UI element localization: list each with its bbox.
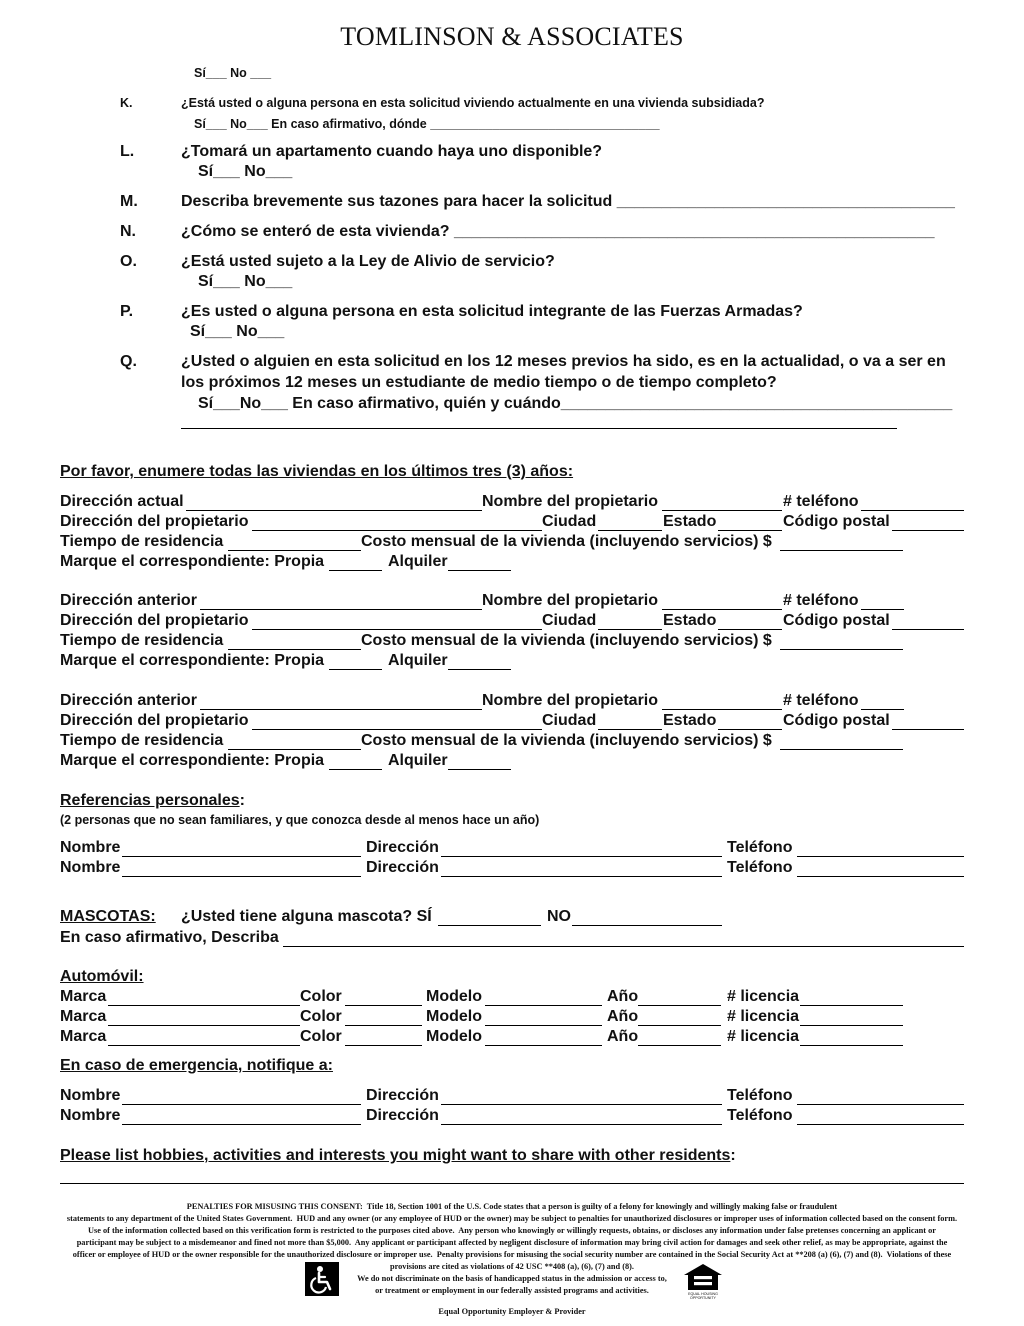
document-title: TOMLINSON & ASSOCIATES xyxy=(340,22,684,51)
reference-2-address-label: Dirección xyxy=(366,859,439,876)
references-note: (2 personas que no sean familiares, y que conozca desde al menos hace un año) xyxy=(60,813,540,827)
question-m-letter: M. xyxy=(120,193,138,210)
reference-1-name-label: Nombre xyxy=(60,839,121,856)
pets-no-field[interactable] xyxy=(572,925,722,926)
question-q-line1: ¿Usted o alguien en esta solicitud en los 12 meses previos ha sido, es en la actualidad, o va a ser en xyxy=(181,353,946,370)
emergency-heading: En caso de emergencia, notifique a: xyxy=(60,1057,333,1074)
make-label: Marca xyxy=(60,988,107,1005)
emergency-2-address-field[interactable] xyxy=(441,1124,722,1125)
zip-field[interactable] xyxy=(892,629,964,630)
references-heading-wrap xyxy=(60,792,245,810)
monthly-cost-label: Costo mensual de la vivienda (incluyendo servicios) $ xyxy=(361,533,772,550)
zip-field[interactable] xyxy=(892,530,964,531)
rent-label: Alquiler xyxy=(388,752,448,769)
zip-field[interactable] xyxy=(892,729,964,730)
pets-yes-field[interactable] xyxy=(438,925,541,926)
owner-name-field[interactable] xyxy=(662,709,782,710)
penalties-line-1: PENALTIES FOR MISUSING THIS CONSENT: Title 18, Section 1001 of the U.S. Code states that a person is guilty of a felony for knowingly and willingly making false or fraudulent xyxy=(186,1202,838,1211)
color-field[interactable] xyxy=(345,1025,422,1026)
color-label: Color xyxy=(300,1008,342,1025)
own-field[interactable] xyxy=(329,570,382,571)
reference-2-address-field[interactable] xyxy=(441,876,722,877)
residence-time-field[interactable] xyxy=(228,749,361,750)
address-field[interactable] xyxy=(186,510,482,511)
pets-heading: MASCOTAS: xyxy=(60,908,156,925)
own-label: Marque el correspondiente: Propia xyxy=(60,652,325,669)
residence-time-field[interactable] xyxy=(228,649,361,650)
license-label: # licencia xyxy=(727,1028,800,1045)
zip-label: Código postal xyxy=(783,612,890,629)
state-label: Estado xyxy=(663,712,717,729)
equal-housing-opportunity-icon xyxy=(681,1262,725,1300)
own-field[interactable] xyxy=(329,769,382,770)
reference-1-address-label: Dirección xyxy=(366,839,439,856)
emergency-2-phone-label: Teléfono xyxy=(727,1107,793,1124)
auto-heading: Automóvil: xyxy=(60,968,144,985)
question-k-letter: K. xyxy=(120,96,133,110)
color-field[interactable] xyxy=(345,1045,422,1046)
zip-label: Código postal xyxy=(783,513,890,530)
hobbies-heading: Please list hobbies, activities and interests you might want to share with other residents xyxy=(60,1147,731,1164)
license-field[interactable] xyxy=(800,1045,903,1046)
license-field[interactable] xyxy=(800,1005,903,1006)
owner-name-field[interactable] xyxy=(662,510,782,511)
residence-time-label: Tiempo de residencia xyxy=(60,533,224,550)
pets-no-label: NO xyxy=(547,908,571,925)
model-label: Modelo xyxy=(426,1028,482,1045)
city-field[interactable] xyxy=(598,629,662,630)
emergency-1-name-field[interactable] xyxy=(122,1104,361,1105)
owner-name-label: Nombre del propietario xyxy=(482,493,659,510)
city-label: Ciudad xyxy=(542,612,597,629)
monthly-cost-field[interactable] xyxy=(780,649,903,650)
question-o-answer: Sí___ No___ xyxy=(198,273,293,290)
year-label: Año xyxy=(607,1028,639,1045)
phone-field[interactable] xyxy=(861,709,904,710)
state-label: Estado xyxy=(663,612,717,629)
year-field[interactable] xyxy=(638,1005,721,1006)
reference-1-name-field[interactable] xyxy=(122,856,361,857)
rent-field[interactable] xyxy=(448,669,511,670)
year-field[interactable] xyxy=(638,1025,721,1026)
license-label: # licencia xyxy=(727,1008,800,1025)
residence-time-label: Tiempo de residencia xyxy=(60,632,224,649)
emergency-1-phone-label: Teléfono xyxy=(727,1087,793,1104)
residence-time-field[interactable] xyxy=(228,550,361,551)
hobbies-heading-wrap xyxy=(60,1147,736,1165)
city-label: Ciudad xyxy=(542,513,597,530)
owner-address-field[interactable] xyxy=(252,629,542,630)
reference-2-phone-field[interactable] xyxy=(797,876,964,877)
hobbies-field[interactable] xyxy=(60,1183,964,1184)
question-q-extra-line[interactable] xyxy=(181,428,897,429)
state-field[interactable] xyxy=(718,530,782,531)
nondiscrimination-line-2: or treatment or employment in our federally assisted programs and activities. xyxy=(375,1286,649,1295)
nondiscrimination-line-1: We do not discriminate on the basis of handicapped status in the admission or access to, xyxy=(357,1274,667,1283)
state-label: Estado xyxy=(663,513,717,530)
make-label: Marca xyxy=(60,1028,107,1045)
monthly-cost-field[interactable] xyxy=(780,749,903,750)
emergency-2-phone-field[interactable] xyxy=(797,1124,964,1125)
emergency-1-name-label: Nombre xyxy=(60,1087,121,1104)
question-o-letter: O. xyxy=(120,253,137,270)
pets-describe-label: En caso afirmativo, Describa xyxy=(60,929,279,946)
penalties-line-2: statements to any department of the United States Government. HUD and any owner (or any employee of HUD or the owner) may be subject to penalties for unauthorized disclosures or improper uses of information collected based on the consent form. xyxy=(66,1214,958,1223)
address-label: Dirección anterior xyxy=(60,592,197,609)
owner-address-label: Dirección del propietario xyxy=(60,612,249,629)
make-field[interactable] xyxy=(108,1025,300,1026)
owner-address-field[interactable] xyxy=(252,530,542,531)
model-label: Modelo xyxy=(426,1008,482,1025)
address-label: Dirección anterior xyxy=(60,692,197,709)
references-colon: : xyxy=(239,792,245,809)
penalties-line-5: officer or employee of HUD or the owner responsible for the unauthorized disclosure or improper use. Penalty provisions for misusing the social security number are contained in the Social Security Act at **208 (a) (6), (7) and (8). Violations of these xyxy=(72,1250,952,1259)
residence-time-label: Tiempo de residencia xyxy=(60,732,224,749)
model-field[interactable] xyxy=(485,1025,602,1026)
question-k-answer: Sí___ No___ En caso afirmativo, dónde _________________________________ xyxy=(194,117,660,131)
reference-2-name-label: Nombre xyxy=(60,859,121,876)
city-label: Ciudad xyxy=(542,712,597,729)
owner-address-label: Dirección del propietario xyxy=(60,712,249,729)
make-field[interactable] xyxy=(108,1045,300,1046)
rent-label: Alquiler xyxy=(388,553,448,570)
address-field[interactable] xyxy=(200,709,482,710)
references-heading: Referencias personales xyxy=(60,792,240,809)
owner-address-field[interactable] xyxy=(252,729,542,730)
city-field[interactable] xyxy=(598,729,662,730)
emergency-2-name-field[interactable] xyxy=(122,1124,361,1125)
zip-label: Código postal xyxy=(783,712,890,729)
pets-describe-field[interactable] xyxy=(283,946,964,947)
question-m-text: Describa brevemente sus tazones para hacer la solicitud ______________________________________ xyxy=(181,193,955,210)
color-label: Color xyxy=(300,988,342,1005)
emergency-2-address-label: Dirección xyxy=(366,1107,439,1124)
equal-housing-caption: EQUAL HOUSING OPPORTUNITY xyxy=(688,1292,718,1300)
wheelchair-accessibility-icon xyxy=(305,1262,339,1296)
question-p-letter: P. xyxy=(120,303,134,320)
question-p-text: ¿Es usted o alguna persona en esta solicitud integrante de las Fuerzas Armadas? xyxy=(181,303,803,320)
question-n-text: ¿Cómo se enteró de esta vivienda? ______________________________________________________ xyxy=(181,223,935,240)
state-field[interactable] xyxy=(718,629,782,630)
rent-field[interactable] xyxy=(448,570,511,571)
question-q-answer: Sí___No___ En caso afirmativo, quién y cuándo____________________________________________ xyxy=(198,395,953,412)
question-q-letter: Q. xyxy=(120,353,137,370)
owner-name-field[interactable] xyxy=(662,609,782,610)
make-label: Marca xyxy=(60,1008,107,1025)
emergency-1-address-label: Dirección xyxy=(366,1087,439,1104)
color-field[interactable] xyxy=(345,1005,422,1006)
year-label: Año xyxy=(607,1008,639,1025)
question-p-answer: Sí___ No___ xyxy=(190,323,285,340)
question-l-answer: Sí___ No___ xyxy=(198,163,293,180)
equal-opportunity-line: Equal Opportunity Employer & Provider xyxy=(438,1307,586,1316)
owner-name-label: Nombre del propietario xyxy=(482,692,659,709)
owner-address-label: Dirección del propietario xyxy=(60,513,249,530)
city-field[interactable] xyxy=(598,530,662,531)
phone-label: # teléfono xyxy=(783,493,859,510)
top-yes-no: Sí___ No ___ xyxy=(194,66,272,80)
year-field[interactable] xyxy=(638,1045,721,1046)
monthly-cost-label: Costo mensual de la vivienda (incluyendo servicios) $ xyxy=(361,732,772,749)
phone-field[interactable] xyxy=(861,510,964,511)
rent-label: Alquiler xyxy=(388,652,448,669)
emergency-2-name-label: Nombre xyxy=(60,1107,121,1124)
question-l-letter: L. xyxy=(120,143,135,160)
own-field[interactable] xyxy=(329,669,382,670)
own-label: Marque el correspondiente: Propia xyxy=(60,752,325,769)
own-label: Marque el correspondiente: Propia xyxy=(60,553,325,570)
question-n-letter: N. xyxy=(120,223,136,240)
reference-2-phone-label: Teléfono xyxy=(727,859,793,876)
model-field[interactable] xyxy=(485,1045,602,1046)
question-q-line2: los próximos 12 meses un estudiante de medio tiempo o de tiempo completo? xyxy=(181,374,777,391)
phone-label: # teléfono xyxy=(783,592,859,609)
reference-1-phone-field[interactable] xyxy=(797,856,964,857)
color-label: Color xyxy=(300,1028,342,1045)
monthly-cost-field[interactable] xyxy=(780,550,903,551)
model-label: Modelo xyxy=(426,988,482,1005)
rent-field[interactable] xyxy=(448,769,511,770)
license-field[interactable] xyxy=(800,1025,903,1026)
question-l-text: ¿Tomará un apartamento cuando haya uno disponible? xyxy=(181,143,603,160)
pets-question: ¿Usted tiene alguna mascota? SÍ xyxy=(181,908,432,925)
reference-1-address-field[interactable] xyxy=(441,856,722,857)
address-field[interactable] xyxy=(200,609,482,610)
penalties-line-3: Use of the information collected based on this verification form is restricted to the purposes cited above. Any person who knowingly or willingly requests, obtains, or discloses any information under false pretenses concerning an applicant or xyxy=(88,1226,936,1235)
penalties-line-4: participant may be subject to a misdemeanor and fined not more than $5,000. Any applicant or participant affected by negligent disclosure of information may bring civil action for damages and seek other relief, as may be appropriate, against the xyxy=(76,1238,948,1247)
reference-2-name-field[interactable] xyxy=(122,876,361,877)
question-o-text: ¿Está usted sujeto a la Ley de Alivio de servicio? xyxy=(181,253,555,270)
emergency-1-phone-field[interactable] xyxy=(797,1104,964,1105)
phone-label: # teléfono xyxy=(783,692,859,709)
penalties-line-6: provisions are cited as violations of 42 USC **408 (a), (6), (7) and (8). xyxy=(390,1262,634,1271)
phone-field[interactable] xyxy=(861,609,904,610)
address-label: Dirección actual xyxy=(60,493,184,510)
make-field[interactable] xyxy=(108,1005,300,1006)
model-field[interactable] xyxy=(485,1005,602,1006)
reference-1-phone-label: Teléfono xyxy=(727,839,793,856)
year-label: Año xyxy=(607,988,639,1005)
housing-heading: Por favor, enumere todas las viviendas en los últimos tres (3) años: xyxy=(60,463,574,480)
monthly-cost-label: Costo mensual de la vivienda (incluyendo servicios) $ xyxy=(361,632,772,649)
license-label: # licencia xyxy=(727,988,800,1005)
owner-name-label: Nombre del propietario xyxy=(482,592,659,609)
hobbies-colon: : xyxy=(730,1147,736,1164)
emergency-1-address-field[interactable] xyxy=(441,1104,722,1105)
state-field[interactable] xyxy=(718,729,782,730)
question-k-text: ¿Está usted o alguna persona en esta solicitud viviendo actualmente en una vivienda subsidiada? xyxy=(181,96,765,110)
